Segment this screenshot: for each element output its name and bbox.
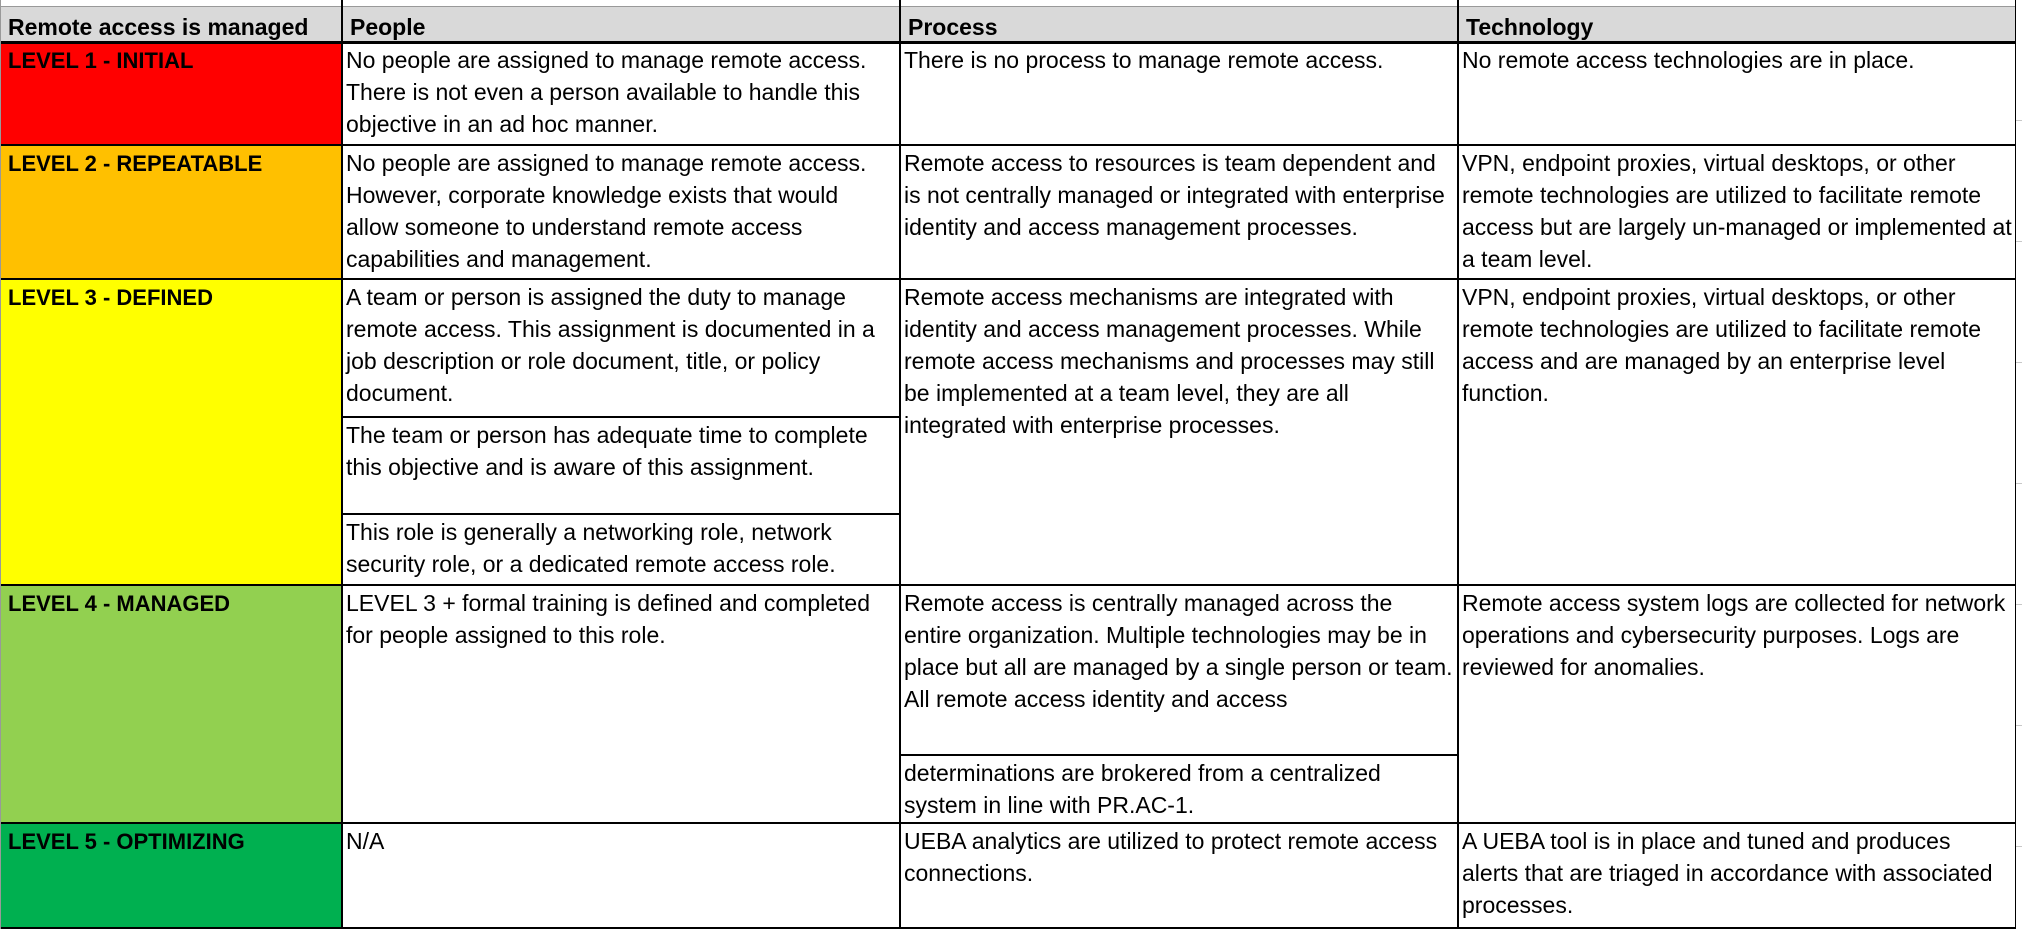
header-row bbox=[0, 6, 2016, 42]
grid-line bbox=[0, 41, 2016, 44]
level-4-cell[interactable]: LEVEL 4 - MANAGED bbox=[0, 585, 342, 823]
grid-line bbox=[0, 278, 2016, 280]
people-cell[interactable]: The team or person has adequate time to complete this objective and is aware of this assignment. bbox=[346, 422, 868, 480]
process-cell[interactable]: There is no process to manage remote access. bbox=[904, 47, 1384, 73]
grid-line bbox=[0, 0, 1, 929]
technology-cell[interactable]: VPN, endpoint proxies, virtual desktops, or other remote technologies are utilized to facilitate remote access and are managed by an enterprise level function. bbox=[1462, 284, 1982, 406]
grid-line bbox=[0, 927, 2016, 929]
table-row-level-1 bbox=[0, 42, 2016, 145]
grid-line bbox=[0, 144, 2016, 146]
people-cell[interactable]: No people are assigned to manage remote access. However, corporate knowledge exists that would allow someone to understand remote access capabilities and management. bbox=[346, 150, 867, 272]
grid-line bbox=[899, 0, 901, 929]
process-cell[interactable]: determinations are brokered from a centralized system in line with PR.AC-1. bbox=[904, 760, 1381, 818]
header-technology[interactable]: Technology bbox=[1458, 6, 2016, 42]
people-cell[interactable]: LEVEL 3 + formal training is defined and completed for people assigned to this role. bbox=[346, 590, 870, 648]
technology-cell[interactable]: A UEBA tool is in place and tuned and produces alerts that are triaged in accordance with associated processes. bbox=[1462, 828, 1993, 918]
level-2-cell[interactable]: LEVEL 2 - REPEATABLE bbox=[0, 145, 342, 279]
sheet-gridlines bbox=[2016, 0, 2022, 934]
grid-line bbox=[341, 0, 343, 929]
header-remote-access[interactable]: Remote access is managed bbox=[0, 6, 342, 42]
people-cell[interactable]: A team or person is assigned the duty to manage remote access. This assignment is documented in a job description or role document, title, or policy document. bbox=[346, 284, 875, 406]
level-1-cell[interactable]: LEVEL 1 - INITIAL bbox=[0, 42, 342, 145]
process-cell[interactable]: Remote access mechanisms are integrated with identity and access management processes. While remote access mechanisms and processes may still be implemented at a team level, they are all integrated with enterprise processes. bbox=[904, 284, 1435, 438]
grid-line bbox=[342, 416, 900, 418]
grid-line bbox=[1457, 0, 1459, 929]
grid-line bbox=[0, 584, 2016, 586]
process-cell[interactable]: UEBA analytics are utilized to protect remote access connections. bbox=[904, 828, 1438, 886]
table-row-level-3 bbox=[0, 279, 2016, 585]
people-cell[interactable]: No people are assigned to manage remote access. There is not even a person available to handle this objective in an ad hoc manner. bbox=[346, 47, 867, 137]
process-cell[interactable]: Remote access to resources is team dependent and is not centrally managed or integrated with enterprise identity and access management processes. bbox=[904, 150, 1445, 240]
level-5-cell[interactable]: LEVEL 5 - OPTIMIZING bbox=[0, 823, 342, 928]
technology-cell[interactable]: Remote access system logs are collected for network operations and cybersecurity purposes. Logs are reviewed for anomalies. bbox=[1462, 590, 2006, 680]
table-row-level-2 bbox=[0, 145, 2016, 279]
people-cell[interactable]: N/A bbox=[346, 828, 385, 854]
process-cell[interactable]: Remote access is centrally managed across the entire organization. Multiple technologies may be in place but all are managed by a single person or team. All remote access identity and access bbox=[904, 590, 1453, 712]
header-people[interactable]: People bbox=[342, 6, 900, 42]
level-3-cell[interactable]: LEVEL 3 - DEFINED bbox=[0, 279, 342, 585]
technology-cell[interactable]: VPN, endpoint proxies, virtual desktops, or other remote technologies are utilized to facilitate remote access but are largely un-managed or implemented at a team level. bbox=[1462, 150, 2012, 272]
grid-line bbox=[342, 513, 900, 515]
table-row-level-4 bbox=[0, 585, 2016, 823]
technology-cell[interactable]: No remote access technologies are in place. bbox=[1462, 47, 1915, 73]
grid-line bbox=[0, 6, 2016, 7]
people-cell[interactable]: This role is generally a networking role, network security role, or a dedicated remote access role. bbox=[346, 519, 836, 577]
grid-line bbox=[0, 822, 2016, 824]
grid-line bbox=[900, 754, 1458, 756]
header-process[interactable]: Process bbox=[900, 6, 1458, 42]
table-row-level-5 bbox=[0, 823, 2016, 928]
